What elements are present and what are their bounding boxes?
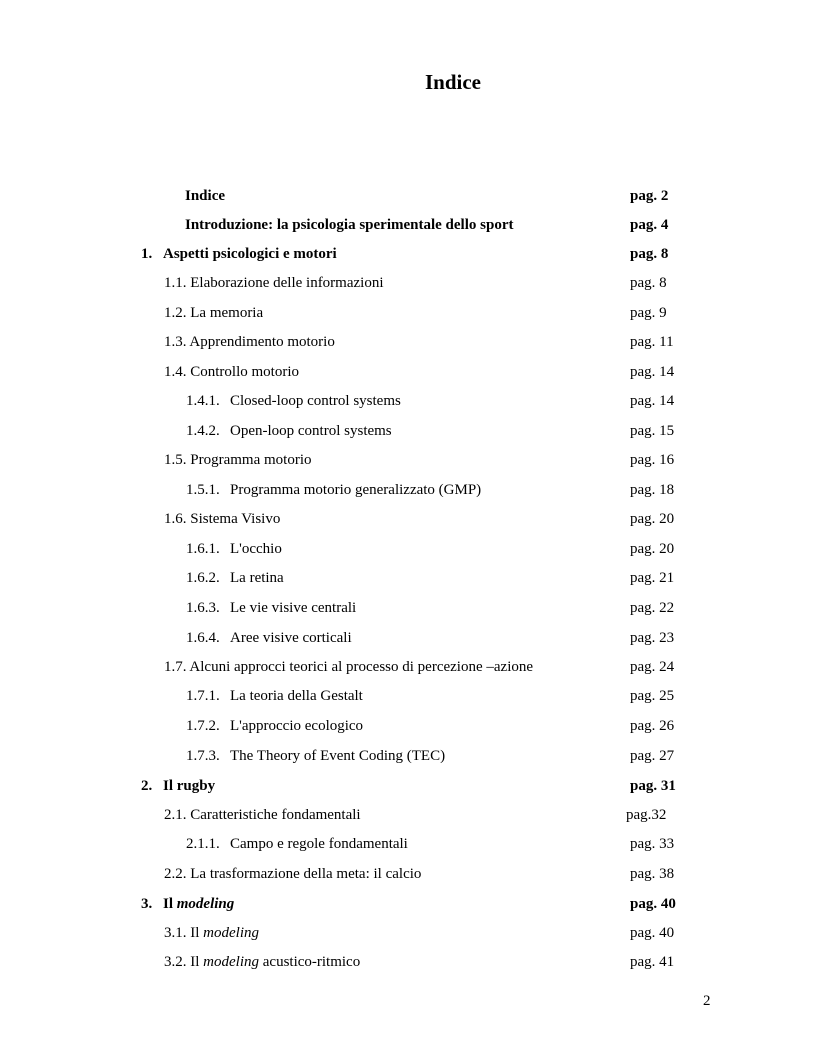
- toc-number: 1.6.3.: [186, 600, 220, 616]
- toc-label: 2.1. Caratteristiche fondamentali: [164, 807, 361, 823]
- toc-number: 1.7.2.: [186, 718, 220, 734]
- toc-number: 1.7.3.: [186, 748, 220, 764]
- toc-label-italic: modeling: [203, 954, 259, 970]
- toc-page: pag. 4: [630, 217, 669, 233]
- toc-label: Campo e regole fondamentali: [230, 836, 408, 852]
- toc-label: Il rugby: [163, 778, 216, 794]
- toc-page: pag. 15: [630, 423, 675, 439]
- toc-label: 2.2. La trasformazione della meta: il calcio: [164, 866, 422, 882]
- toc-number: 1.6.4.: [186, 630, 220, 646]
- toc-label: La retina: [230, 570, 284, 586]
- toc-page: pag. 20: [630, 511, 675, 527]
- toc-label: 1.5. Programma motorio: [164, 452, 312, 468]
- toc-label: Programma motorio generalizzato (GMP): [230, 482, 482, 498]
- toc-label: [163, 895, 234, 913]
- toc-page: pag. 18: [630, 482, 675, 498]
- toc-number: 3.: [141, 896, 153, 912]
- toc-label: 1.1. Elaborazione delle informazioni: [164, 275, 384, 291]
- toc-number: 1.: [141, 246, 153, 262]
- toc-label: Aree visive corticali: [230, 630, 352, 646]
- toc-page: pag. 21: [630, 570, 675, 586]
- toc-page: pag. 31: [630, 778, 676, 794]
- toc-page: pag. 26: [630, 718, 675, 734]
- toc-label: 1.2. La memoria: [164, 305, 264, 321]
- toc-label-prefix: 3.2. Il: [164, 954, 204, 970]
- toc-page: pag. 20: [630, 541, 675, 557]
- toc-page: pag. 24: [630, 659, 675, 675]
- toc-page: pag.32: [626, 807, 667, 823]
- toc-page: pag. 14: [630, 364, 675, 380]
- toc-label: Aspetti psicologici e motori: [163, 246, 337, 262]
- toc-label: Closed-loop control systems: [230, 393, 401, 409]
- page-number: 2: [703, 993, 711, 1009]
- toc-label: Indice: [185, 188, 226, 204]
- toc-label: 1.7. Alcuni approcci teorici al processo di percezione –azione: [164, 659, 534, 675]
- toc-label: [164, 953, 360, 971]
- toc-page: pag. 16: [630, 452, 675, 468]
- toc-label: L'approccio ecologico: [230, 718, 364, 734]
- toc-number: 2.: [141, 778, 153, 794]
- toc-page: pag. 40: [630, 925, 675, 941]
- page-title: Indice: [424, 70, 481, 94]
- toc-page: pag. 25: [630, 688, 675, 704]
- toc-label: 1.4. Controllo motorio: [164, 364, 299, 380]
- toc-page: pag. 14: [630, 393, 675, 409]
- toc-label: Le vie visive centrali: [230, 600, 357, 616]
- toc-number: 1.7.1.: [186, 688, 220, 704]
- toc-page: pag. 8: [630, 246, 669, 262]
- toc-label-suffix: acustico-ritmico: [259, 954, 361, 970]
- toc-label-prefix: Il: [163, 896, 177, 912]
- toc-label: La teoria della Gestalt: [230, 688, 363, 704]
- toc-label: 1.6. Sistema Visivo: [164, 511, 281, 527]
- toc-page: pag. 8: [630, 275, 667, 291]
- toc-page: pag. 27: [630, 748, 675, 764]
- toc-page: pag. 2: [630, 188, 669, 204]
- toc-label: The Theory of Event Coding (TEC): [230, 748, 446, 764]
- toc-label: 1.3. Apprendimento motorio: [164, 334, 335, 350]
- toc-label: Introduzione: la psicologia sperimentale dello sport: [185, 217, 514, 233]
- toc-label-italic: modeling: [203, 925, 259, 941]
- toc-number: 1.5.1.: [186, 482, 220, 498]
- toc-page: pag. 38: [630, 866, 675, 882]
- toc-page: pag. 41: [630, 954, 675, 970]
- toc-page: pag. 23: [630, 630, 675, 646]
- toc-number: 1.6.1.: [186, 541, 220, 557]
- toc-page: pag. 40: [630, 896, 676, 912]
- toc-number: 1.6.2.: [186, 570, 220, 586]
- toc-page: pag. 9: [630, 305, 667, 321]
- toc-number: 1.4.2.: [186, 423, 220, 439]
- toc-page: pag. 33: [630, 836, 675, 852]
- toc-number: 2.1.1.: [186, 836, 220, 852]
- toc-label: Open-loop control systems: [230, 423, 392, 439]
- toc-label-prefix: 3.1. Il: [164, 925, 204, 941]
- toc-page: pag. 22: [630, 600, 675, 616]
- toc-label: [164, 924, 259, 942]
- toc-label-italic: modeling: [176, 896, 235, 912]
- toc-label: L'occhio: [230, 541, 282, 557]
- toc-page: pag. 11: [630, 334, 674, 350]
- toc-number: 1.4.1.: [186, 393, 220, 409]
